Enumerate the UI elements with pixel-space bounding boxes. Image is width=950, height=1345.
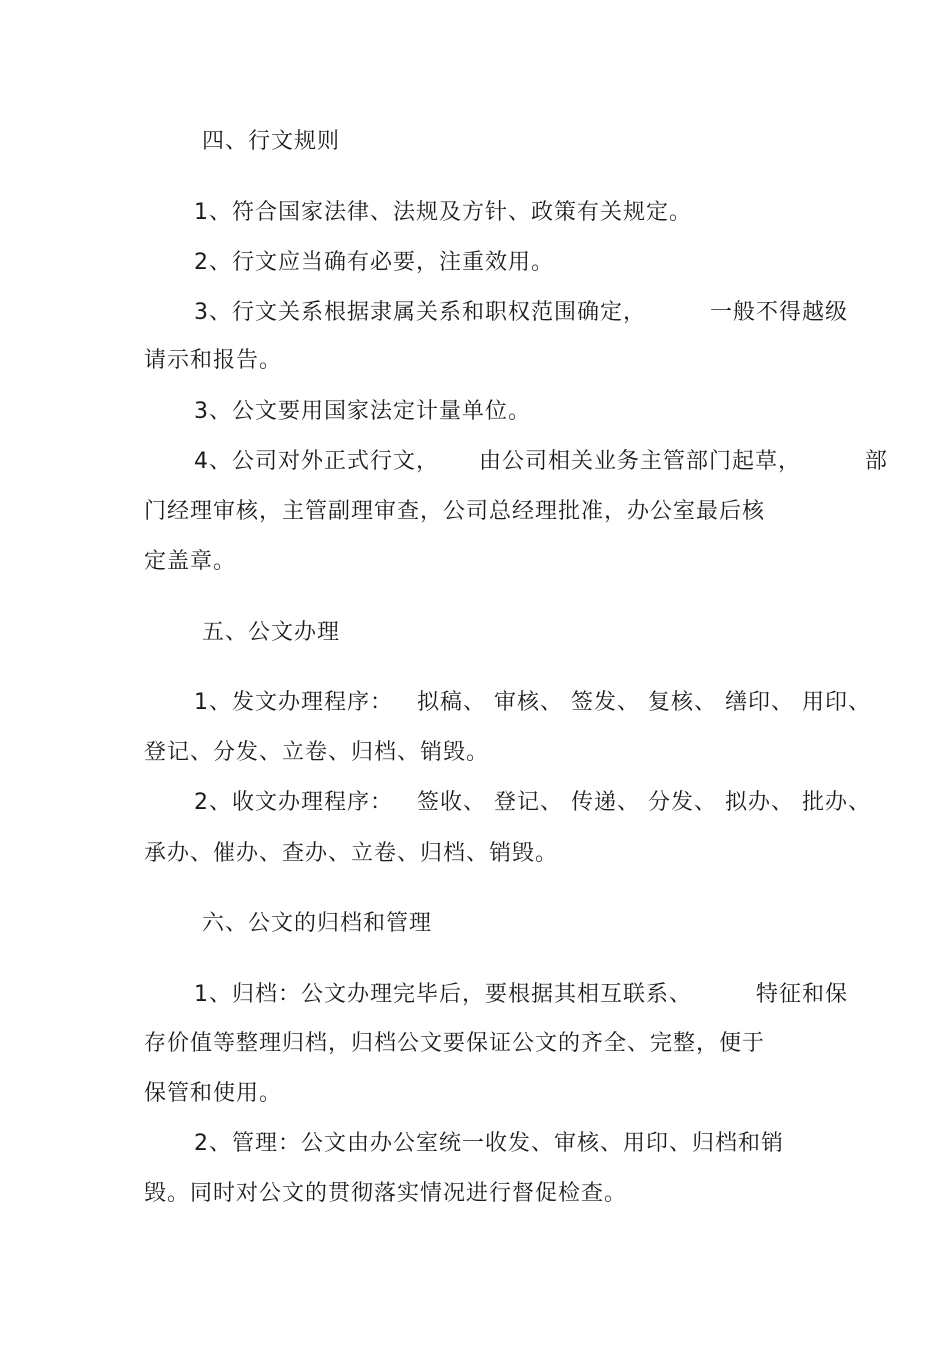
paragraph-line: 2、收文办理程序： 签收、 登记、 传递、 分发、 拟办、 批办、 <box>194 790 871 815</box>
paragraph-line: 3、行文关系根据隶属关系和职权范围确定， 一般不得越级 <box>194 300 848 325</box>
paragraph-line: 毁。同时对公文的贯彻落实情况进行督促检查。 <box>144 1181 628 1206</box>
paragraph-line: 登记、分发、立卷、归档、销毁。 <box>144 740 490 765</box>
paragraph-line: 3、公文要用国家法定计量单位。 <box>194 399 531 424</box>
section-heading-archiving: 六、公文的归档和管理 <box>202 911 433 936</box>
paragraph-line: 保管和使用。 <box>144 1081 283 1106</box>
section-heading-rules: 四、行文规则 <box>202 129 341 154</box>
paragraph-line: 请示和报告。 <box>144 348 283 373</box>
section-heading-handling: 五、公文办理 <box>202 620 341 645</box>
paragraph-line: 2、行文应当确有必要，注重效用。 <box>194 250 554 275</box>
paragraph-line: 存价值等整理归档，归档公文要保证公文的齐全、完整，便于 <box>144 1031 766 1056</box>
paragraph-line: 门经理审核，主管副理审查，公司总经理批准，办公室最后核 <box>144 499 766 524</box>
paragraph-line: 1、归档：公文办理完毕后，要根据其相互联系、 特征和保 <box>194 982 848 1007</box>
paragraph-line: 4、公司对外正式行文， 由公司相关业务主管部门起草， 部 <box>194 449 888 474</box>
paragraph-line: 2、管理：公文由办公室统一收发、审核、用印、归档和销 <box>194 1131 784 1156</box>
paragraph-line: 1、发文办理程序： 拟稿、 审核、 签发、 复核、 缮印、 用印、 <box>194 690 871 715</box>
paragraph-line: 1、符合国家法律、法规及方针、政策有关规定。 <box>194 200 692 225</box>
paragraph-line: 定盖章。 <box>144 549 237 574</box>
paragraph-line: 承办、催办、查办、立卷、归档、销毁。 <box>144 841 559 866</box>
